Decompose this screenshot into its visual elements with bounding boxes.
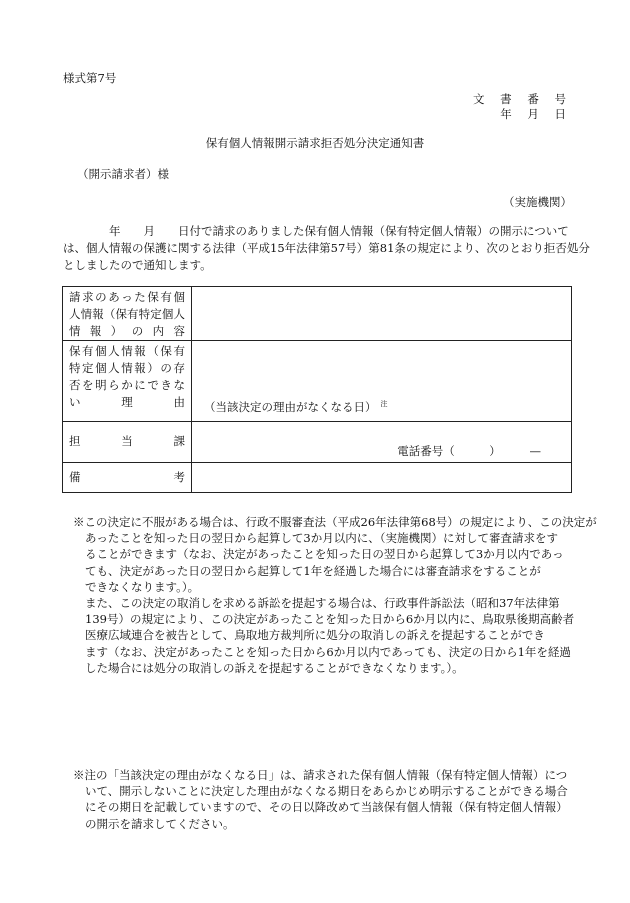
appeal-note bbox=[73, 514, 597, 676]
form-number: 様式第7号 bbox=[63, 71, 117, 85]
remarks-value bbox=[192, 463, 572, 493]
reason-expiry-label: （当該決定の理由がなくなる日） bbox=[204, 400, 377, 414]
label-line: い理由 bbox=[69, 395, 185, 409]
note-line: ることができます（なお、決定があったことを知った日の翌日から起算して3か月以内であっ bbox=[85, 547, 564, 562]
note-line: いて、開示しないことに決定した理由がなくなる期日をあらかじめ明示することができる場合 bbox=[85, 784, 568, 799]
note-line: あったことを知った日の翌日から起算して3か月以内に、（実施機関）に対して審査請求をす bbox=[85, 531, 558, 546]
note-line: ※注の「当該決定の理由がなくなる日」は、請求された保有個人情報（保有特定個人情報）につ bbox=[73, 768, 568, 782]
document-title: 保有個人情報開示請求拒否処分決定通知書 bbox=[205, 136, 425, 150]
remarks-label: 備考 bbox=[69, 470, 185, 484]
department-label: 担当課 bbox=[69, 434, 185, 448]
note-line: した場合には処分の取消しの訴えを提起することができなくなります。）。 bbox=[85, 660, 464, 675]
table-row-reason bbox=[63, 341, 572, 422]
decision-table bbox=[62, 286, 572, 493]
note-line: また、この決定の取消しを求める訴訟を提起する場合は、行政事件訴訟法（昭和37年法律第 bbox=[85, 596, 560, 611]
reason-value-cell bbox=[192, 341, 572, 422]
expiry-note bbox=[73, 767, 583, 832]
intro-line: 年 月 日付で請求のありました保有個人情報（保有特定個人情報）の開示について bbox=[63, 224, 569, 238]
label-cell bbox=[63, 341, 192, 422]
reason-expiry-text bbox=[204, 399, 388, 415]
note-line: ※この決定に不服がある場合は、行政不服審査法（平成26年法律第68号）の規定により、この決定が bbox=[73, 515, 597, 529]
label-line: 保有個人情報（保有 bbox=[69, 344, 185, 358]
label-line: 否を明らかにできな bbox=[69, 378, 185, 392]
note-line: にその期日を記載していますので、その日以降改めて当該保有個人情報（保有特定個人情報） bbox=[85, 800, 568, 815]
document-number-label: 文 書 番 号 bbox=[473, 92, 572, 106]
intro-line: としましたので通知します。 bbox=[63, 258, 212, 272]
issuing-agency: （実施機関） bbox=[503, 195, 572, 209]
label-cell bbox=[63, 287, 192, 341]
note-line: の開示を請求してください。 bbox=[85, 816, 235, 831]
note-line: 139号）の規定により、この決定があったことを知った日から6か月以内に、鳥取県後期高齢者 bbox=[85, 612, 575, 627]
intro-line: は、個人情報の保護に関する法律（平成15年法律第57号）第81条の規定により、次のとおり拒否処分 bbox=[63, 241, 590, 255]
label-line: 請求のあった保有個 bbox=[69, 290, 185, 304]
document-date-label: 年 月 日 bbox=[500, 107, 572, 121]
label-line: 情報）の内容 bbox=[69, 324, 185, 338]
intro-paragraph bbox=[63, 223, 590, 274]
table-row-request-content bbox=[63, 287, 572, 341]
note-line: ます（なお、決定があったことを知った日から6か月以内であっても、決定の日から1年を経過 bbox=[85, 644, 571, 659]
table-row-remarks bbox=[63, 463, 572, 493]
table-row-department bbox=[63, 422, 572, 463]
note-line: 医療広域連合を被告として、鳥取地方裁判所に処分の取消しの訴えを提起することができ bbox=[85, 628, 545, 643]
request-content-value bbox=[192, 287, 572, 341]
phone-number: 電話番号（ ） — bbox=[397, 444, 541, 458]
label-cell bbox=[63, 422, 192, 463]
note-line: できなくなります。）。 bbox=[85, 579, 200, 594]
label-cell bbox=[63, 463, 192, 493]
department-value-cell bbox=[192, 422, 572, 463]
note-line: ても、決定があった日の翌日から起算して1年を経過した場合には審査請求をすることが bbox=[85, 563, 541, 578]
label-line: 人情報（保有特定個人 bbox=[69, 307, 185, 321]
label-line: 特定個人情報）の存 bbox=[69, 361, 185, 375]
addressee: （開示請求者）様 bbox=[77, 167, 169, 181]
note-mark: 注 bbox=[380, 400, 388, 409]
